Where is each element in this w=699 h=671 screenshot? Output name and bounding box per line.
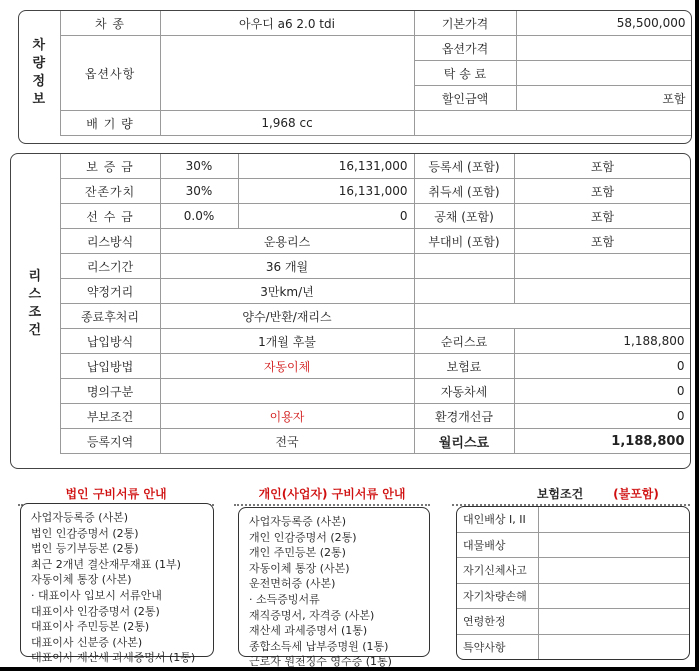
displacement-value: 1,968 cc: [160, 111, 414, 136]
auto-tax-value: 0: [514, 379, 691, 404]
corporate-docs-title: 법인 구비서류 안내: [65, 487, 167, 501]
list-item: 대표이사 주민등본 (2통): [31, 620, 150, 634]
payment-type-value: 1개월 후불: [160, 329, 414, 354]
corporate-docs-list: [21, 504, 213, 666]
bond-value: 포함: [514, 204, 691, 229]
payment-method-label: 납입방법: [60, 354, 160, 379]
period-label: 리스기간: [60, 254, 160, 279]
list-item: 재산세 과세증명서 (1통): [249, 624, 368, 638]
incidental-value: 포함: [514, 229, 691, 254]
insurance-item-age-limit: 연령한정: [457, 609, 539, 635]
lease-conditions-panel: [10, 153, 691, 469]
option-price-value: [516, 36, 692, 61]
registration-tax-label: 등록세 (포함): [414, 154, 514, 179]
vehicle-section-label: 차량정보: [32, 38, 46, 107]
insurance-item-own-vehicle: 자기차량손해: [457, 583, 539, 609]
list-item: · 소득증빙서류: [249, 592, 320, 606]
personal-docs-list: [239, 508, 429, 670]
insurance-item-self-injury: 자기신체사고: [457, 558, 539, 584]
car-type-value: 아우디 a6 2.0 tdi: [160, 11, 414, 36]
monthly-lease-value: 1,188,800: [514, 429, 691, 454]
deposit-percent: 30%: [160, 154, 238, 179]
personal-docs-box: [238, 507, 430, 669]
insurance-fee-label: 보험료: [414, 354, 514, 379]
mileage-label: 약정거리: [60, 279, 160, 304]
net-lease-label: 순리스료: [414, 329, 514, 354]
list-item: · 대표이사 입보시 서류안내: [31, 588, 162, 602]
list-item: 개인 인감증명서 (2통): [249, 530, 357, 544]
delivery-fee-label: 탁 송 료: [414, 61, 516, 86]
deposit-amount: 16,131,000: [238, 154, 414, 179]
insurance-table: [456, 506, 690, 660]
insurance-item-property: 대물배상: [457, 532, 539, 558]
list-item: 근로자 원천징수 영수증 (1통): [249, 655, 392, 669]
residual-label: 잔존가치: [60, 179, 160, 204]
guarantor-value: 이용자: [160, 404, 414, 429]
list-item: 사업자등록증 (사본): [249, 515, 347, 528]
displacement-label: 배 기 량: [60, 111, 160, 136]
monthly-lease-label: 월리스료: [414, 429, 514, 454]
insurance-title: 보험조건: [536, 487, 584, 501]
lease-section-label: 리스조건: [28, 268, 42, 338]
incidental-label: 부대비 (포함): [414, 229, 514, 254]
list-item: 법인 인감증명서 (2통): [31, 526, 139, 540]
insurance-box: [456, 506, 690, 660]
payment-method-value: 자동이체: [160, 354, 414, 379]
insurance-item-bodily: 대인배상 I, II: [457, 507, 539, 533]
list-item: 재직증명서, 자격증 (사본): [249, 608, 375, 622]
region-label: 등록지역: [60, 429, 160, 454]
deposit-label: 보 증 금: [60, 154, 160, 179]
list-item: 자동이체 통장 (사본): [31, 573, 132, 587]
discount-label: 할인금액: [414, 86, 516, 111]
options-label: 옵션사항: [60, 36, 160, 111]
holder-label: 명의구분: [60, 379, 160, 404]
personal-docs-title: 개인(사업자) 구비서류 안내: [258, 487, 406, 501]
list-item: 법인 등기부등본 (2통): [31, 542, 139, 556]
base-price-value: 58,500,000: [516, 11, 692, 36]
registration-tax-value: 포함: [514, 154, 691, 179]
insurance-fee-value: 0: [514, 354, 691, 379]
list-item: 최근 2개년 결산재무재표 (1부): [31, 557, 181, 571]
residual-amount: 16,131,000: [238, 179, 414, 204]
list-item: 대표이사 신분증 (사본): [31, 635, 143, 649]
insurance-item-special: 특약사항: [457, 634, 539, 660]
personal-docs-underline: [234, 504, 430, 506]
lease-conditions-table: [10, 153, 691, 454]
acquisition-tax-value: 포함: [514, 179, 691, 204]
car-type-label: 차 종: [60, 11, 160, 36]
prepayment-label: 선 수 금: [60, 204, 160, 229]
acquisition-tax-label: 취득세 (포함): [414, 179, 514, 204]
list-item: 개인 주민등본 (2통): [249, 546, 346, 560]
bond-label: 공채 (포함): [414, 204, 514, 229]
period-value: 36 개월: [160, 254, 414, 279]
region-value: 전국: [160, 429, 414, 454]
prepayment-amount: 0: [238, 204, 414, 229]
method-value: 운용리스: [160, 229, 414, 254]
list-item: 운전면허증 (사본): [249, 577, 336, 591]
env-charge-value: 0: [514, 404, 691, 429]
vehicle-info-table: [18, 10, 692, 136]
end-process-label: 종료후처리: [60, 304, 160, 329]
list-item: 대표이사 재산세 과세증명서 (1통): [31, 651, 196, 665]
prepayment-percent: 0.0%: [160, 204, 238, 229]
end-process-value: 양수/반환/재리스: [160, 304, 414, 329]
option-price-label: 옵션가격: [414, 36, 516, 61]
delivery-fee-value: [516, 61, 692, 86]
guarantor-label: 부보조건: [60, 404, 160, 429]
options-value: [160, 36, 414, 111]
method-label: 리스방식: [60, 229, 160, 254]
corporate-docs-box: [20, 503, 214, 665]
vehicle-info-panel: [18, 10, 692, 144]
list-item: 사업자등록증 (사본): [31, 511, 129, 524]
mileage-value: 3만km/년: [160, 279, 414, 304]
env-charge-label: 환경개선금: [414, 404, 514, 429]
list-item: 대표이사 인감증명서 (2통): [31, 604, 160, 618]
holder-value: [160, 379, 414, 404]
insurance-note: (불포함): [613, 487, 659, 501]
base-price-label: 기본가격: [414, 11, 516, 36]
discount-value: 포함: [516, 86, 692, 111]
net-lease-value: 1,188,800: [514, 329, 691, 354]
residual-percent: 30%: [160, 179, 238, 204]
list-item: 종합소득세 납부증명원 (1통): [249, 639, 389, 653]
auto-tax-label: 자동차세: [414, 379, 514, 404]
payment-type-label: 납입방식: [60, 329, 160, 354]
list-item: 자동이체 통장 (사본): [249, 561, 350, 575]
